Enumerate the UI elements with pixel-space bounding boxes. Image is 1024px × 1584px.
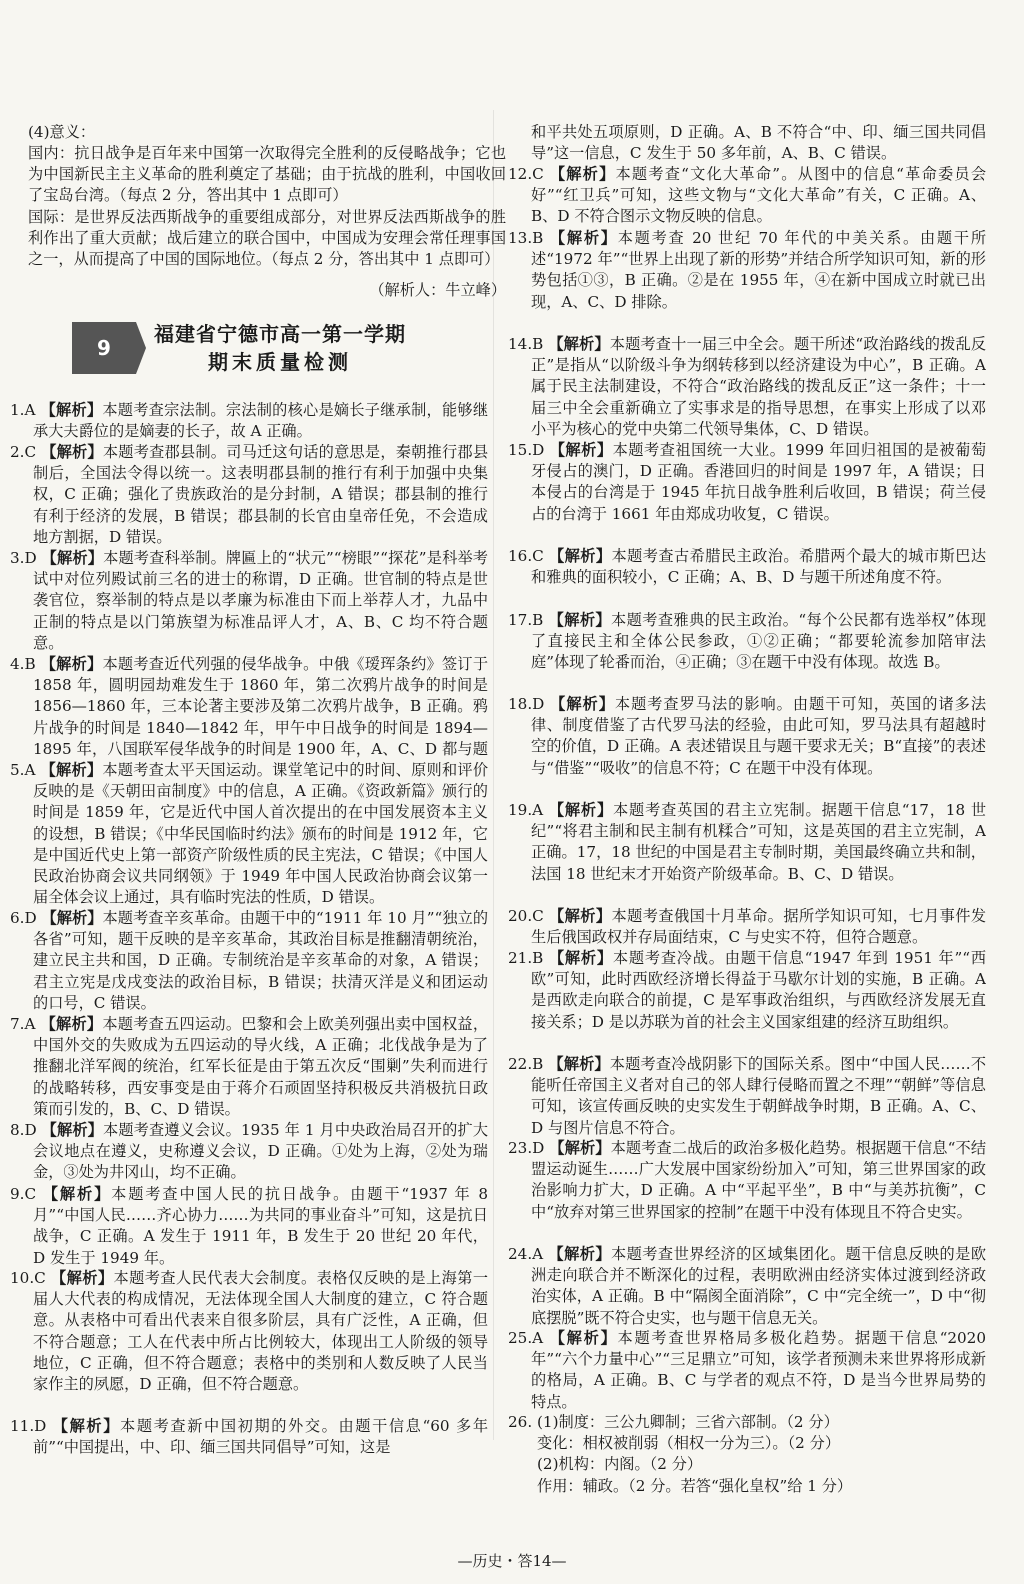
answer-text: 本题考查世界格局多极化趋势。据题干信息“2020 年”“六个力量中心”“三足鼎立”可知，该学者预测未来世界将形成新的格局，A 正确。B、C 与学者的观点不符，D 是当今世界局势的特点。 [531, 1329, 986, 1411]
answer-text: 本题考查辛亥革命。由题干中的“1911 年 10 月”“独立的各省”可知，题干反映的是辛亥革命，其政治目标是推翻清朝统治，建立民主共和国，D 正确。专制统治是辛亥革命的对象，A 错误；君主立宪是戊戌变法的政治目标，B 错误；扶清灭洋是义和团运动的口号，C 错误。 [33, 909, 488, 1012]
answer-text: 本题考查“文化大革命”。从图中的信息“革命委员会好”“红卫兵”可知，这些文物与“文化大革命”有关，C 正确。A、B、D 不符合图示文物反映的信息。 [531, 165, 986, 226]
column-divider [493, 110, 494, 1440]
answer-tag: 【解析】 [549, 547, 612, 565]
answer-text: 本题考查新中国初期的外交。由题干信息“60 多年前”“中国提出，中、印、缅三国共同倡导”可知，这是 [33, 1417, 488, 1457]
answer-tag: 【解析】 [41, 443, 103, 461]
answer-tag: 【解析】 [549, 1329, 618, 1347]
section-title-line2: 期末质量检测 [208, 350, 352, 374]
answer-number: 26. [508, 1413, 533, 1431]
q26-line-2: 变化：相权被削弱（相权一分为三）。（2 分） [537, 1434, 841, 1453]
answer-item-14 [508, 334, 986, 440]
answer-text: 本题考查冷战阴影下的国际关系。图中“中国人民……不能听任帝国主义者对自己的邻人肆行侵略而置之不理”“朝鲜”等信息可知，该宣传画反映的史实发生于朝鲜战争时期，B 正确。A、C、D 与图片信息不符合。 [531, 1055, 986, 1137]
answer-tag: 【解析】 [41, 549, 104, 567]
answer-text: 本题考查罗马法的影响。由题干可知，英国的诸多法律、制度借鉴了古代罗马法的经验，由此可知，罗马法具有超越时空的价值，D 正确。A 表述错误且与题干要求无关；B“直接”的表述与“借鉴”“吸收”的信息不符；C 在题干中没有体现。 [531, 695, 986, 777]
answer-tag: 【解析】 [41, 1121, 103, 1139]
answer-text: 本题考查世界经济的区域集团化。题干信息反映的是欧洲走向联合并不断深化的过程，表明欧洲由经济实体过渡到经济政治实体，A 正确。B 中“隔阂全面消除”，C 中“完全统一”，D 中“彻底摆脱”既不符合史实，也与题干信息无关。 [531, 1245, 986, 1327]
answer-tag: 【解析】 [40, 761, 103, 779]
answer-number: 17.B [508, 611, 544, 629]
answer-tag: 【解析】 [42, 1185, 112, 1203]
section-header [72, 322, 432, 374]
answer-number: 3.D [10, 549, 37, 567]
answer-item-2 [10, 442, 488, 548]
answer-tag: 【解析】 [40, 1015, 103, 1033]
answer-item-10 [10, 1268, 488, 1416]
answer-number: 16.C [508, 547, 544, 565]
answer-number: 4.B [10, 655, 36, 673]
answer-item-11-continuation: 和平共处五项原则，D 正确。A、B 不符合“中、印、缅三国共同倡导”这一信息，C 发生于 50 多年前，A、B、C 错误。 [531, 123, 986, 163]
answer-tag: 【解析】 [549, 441, 613, 459]
q26-line-1: (1)制度：三公九卿制；三省六部制。（2 分） [537, 1413, 839, 1431]
answer-text: 本题考查雅典的民主政治。“每个公民都有选举权”体现了直接民主和全体公民参政，①②正确；“都要轮流参加陪审法庭”体现了轮番而治，④正确；③在题干中没有体现。故选 B。 [531, 611, 986, 672]
section-number: 9 [97, 336, 111, 360]
answer-text: 本题考查 20 世纪 70 年代的中美关系。由题干所述“1972 年”“世界上出现了新的形势”并结合所学知识可知，新的形势包括①③，B 正确。②是在 1955 年，④在新中国成立时就已出现，A、C、D 排除。 [531, 229, 986, 311]
answer-text: 本题考查中国人民的抗日战争。由题干“1937 年 8 月”“中国人民……齐心协力……为共同的事业奋斗”可知，这是抗日战争，C 正确。A 发生于 1911 年，B 发生于 20 世纪 20 年代，D 发生于 1949 年。 [33, 1185, 488, 1267]
answer-tag: 【解析】 [548, 1055, 610, 1073]
answer-tag: 【解析】 [548, 335, 610, 353]
answer-text: 本题考查太平天国运动。课堂笔记中的时间、原则和评价反映的是《天朝田亩制度》中的信息，A 正确。《资政新篇》颁行的时间是 1859 年，它是近代中国人首次提出的在中国发展资本主义的设想，B 错误；《中华民国临时约法》颁布的时间是 1912 年，它是中国近代史上第一部资产阶级性质的民主宪法，C 错误；《中国人民政治协商会议共同纲领》于 1949 年中国人民政治协商会议第一届全体会议上通过，具有临时宪法的性质，D 错误。 [33, 761, 488, 907]
page-footer: —历史・答14— [457, 1552, 567, 1570]
answer-item-13 [508, 228, 986, 334]
answer-item-4 [10, 654, 488, 760]
answer-number: 9.C [10, 1185, 37, 1203]
answer-text: 本题考查近代列强的侵华战争。中俄《瑷珲条约》签订于 1858 年，圆明园劫难发生于 1860 年，第二次鸦片战争的时间是 1856—1860 年，三本论著主要涉及第二次鸦片战争，B 正确。鸦片战争的时间是 1840—1842 年，甲午中日战争的时间是 1894—1895 年，八国联军侵华战争的时间是 1900 年，A、C、D 都与题 [33, 655, 488, 758]
answer-item-12 [508, 164, 986, 228]
answer-text: 本题考查科举制。牌匾上的“状元”“榜眼”“探花”是科举考试中对位列殿试前三名的进士的称谓，D 正确。世官制的特点是世袭官位，察举制的特点是以孝廉为标准由下而上举荐人才，九品中正制的特点是以门第族望为标准品评人才，A、B、C 均不符合题意。 [33, 549, 488, 652]
answer-item-5 [10, 760, 488, 908]
answer-number: 5.A [10, 761, 36, 779]
answer-item-7 [10, 1014, 488, 1120]
q26-line-4: 作用：辅政。（2 分。若答“强化皇权”给 1 分） [537, 1476, 853, 1495]
answer-tag: 【解析】 [548, 1245, 611, 1263]
answer-number: 24.A [508, 1245, 544, 1263]
intro-international: 国际：是世界反法西斯战争的重要组成部分，对世界反法西斯战争的胜利作出了重大贡献；战后建立的联合国中，中国成为安理会常任理事国之一，从而提高了中国的国际地位。（每点 2 分，答出其中 1 点即可） [28, 208, 506, 269]
answer-tag: 【解析】 [548, 949, 613, 967]
answer-tag: 【解析】 [41, 909, 103, 927]
answer-text: 本题考查祖国统一大业。1999 年回归祖国的是被葡萄牙侵占的澳门，D 正确。香港回归的时间是 1997 年，A 错误；日本侵占的台湾是于 1945 年抗日战争胜利后收回，B 错误；荷兰侵占的台湾于 1661 年由郑成功收复，C 错误。 [531, 441, 986, 523]
intro-domestic: 国内：抗日战争是百年来中国第一次取得完全胜利的反侵略战争；它也为中国新民主主义革命的胜利奠定了基础；由于抗战的胜利，中国收回了宝岛台湾。（每点 2 分，答出其中 1 点即可） [28, 144, 506, 205]
section-titles [154, 321, 406, 375]
q26-line-3: (2)机构：内阁。（2 分） [537, 1455, 703, 1474]
answer-number: 7.A [10, 1015, 36, 1033]
answer-number: 11.D [10, 1417, 47, 1435]
answer-item-3 [10, 548, 488, 654]
answer-item-17 [508, 610, 986, 694]
analyst-credit: （解析人：牛立峰） [369, 281, 506, 299]
answer-item-25 [508, 1328, 986, 1412]
answer-number: 25.A [508, 1329, 544, 1347]
intro-heading: (4)意义： [28, 123, 96, 141]
answer-number: 8.D [10, 1121, 37, 1139]
answer-number: 12.C [508, 165, 544, 183]
section-number-badge [72, 322, 136, 374]
answer-text: 本题考查遵义会议。1935 年 1 月中央政治局召开的扩大会议地点在遵义，史称遵义会议，D 正确。①处为上海，②处为瑞金，③处为井冈山，均不正确。 [33, 1121, 488, 1182]
answer-item-19 [508, 800, 986, 906]
answer-number: 21.B [508, 949, 544, 967]
answer-tag: 【解析】 [549, 907, 612, 925]
answer-number: 22.B [508, 1055, 544, 1073]
answer-item-23 [508, 1138, 986, 1244]
answer-text: 本题考查冷战。由题干信息“1947 年到 1951 年”“西欧”可知，此时西欧经济增长得益于马歇尔计划的实施，B 正确。A 是西欧走向联合的前提，C 是军事政治组织，与西欧经济发展无直接关系；D 是以苏联为首的社会主义国家组建的经济互助组织。 [531, 949, 986, 1031]
answer-text: 本题考查十一届三中全会。题干所述“政治路线的拨乱反正”是指从“以阶级斗争为纲转移到以经济建设为中心”，B 正确。A 属于民主法制建设，不符合“政治路线的拨乱反正”这一条件；十一届三中全会重新确立了实事求是的指导思想，在事实上形成了以邓小平为核心的党中央第二代领导集体，C、D 错误。 [531, 335, 986, 438]
answer-item-8 [10, 1120, 488, 1184]
answer-item-6 [10, 908, 488, 1014]
answer-item-15 [508, 440, 986, 546]
answer-number: 2.C [10, 443, 37, 461]
answer-tag: 【解析】 [549, 165, 616, 183]
answer-tag: 【解析】 [52, 1417, 121, 1435]
answer-number: 6.D [10, 909, 37, 927]
answer-tag: 【解析】 [51, 1269, 114, 1287]
answer-tag: 【解析】 [550, 695, 615, 713]
answer-tag: 【解析】 [549, 1139, 611, 1157]
answer-item-9 [10, 1184, 488, 1268]
answer-number: 23.D [508, 1139, 545, 1157]
answer-item-24 [508, 1244, 986, 1328]
answer-tag: 【解析】 [549, 229, 618, 247]
answer-number: 15.D [508, 441, 545, 459]
answer-text: 本题考查二战后的政治多极化趋势。根据题干信息“不结盟运动诞生……广大发展中国家纷纷加入”可知，第三世界国家的政治影响力扩大，D 正确。A 中“平起平坐”，B 中“与美苏抗衡”，C 中“放弃对第三世界国家的控制”在题干中没有体现且不符合史实。 [531, 1139, 986, 1221]
answer-text: 本题考查五四运动。巴黎和会上欧美列强出卖中国权益，中国外交的失败成为五四运动的导火线，A 正确；北伐战争是为了推翻北洋军阀的统治，红军长征是由于第五次反“围剿”失利而进行的战略转移，西安事变是由于蒋介石顽固坚持积极反共消极抗日政策而引发的，B、C、D 错误。 [33, 1015, 488, 1118]
answer-text: 本题考查俄国十月革命。据所学知识可知，七月事件发生后俄国政权并存局面结束，C 与史实不符，但符合题意。 [531, 907, 986, 947]
answer-text: 本题考查古希腊民主政治。希腊两个最大的城市斯巴达和雅典的面积较小，C 正确；A、B、D 与题干所述角度不符。 [531, 547, 986, 587]
answer-number: 14.B [508, 335, 544, 353]
answer-item-16 [508, 546, 986, 610]
answer-number: 10.C [10, 1269, 46, 1287]
answer-text: 本题考查宗法制。宗法制的核心是嫡长子继承制，能够继承大夫爵位的是嫡妻的长子，故 A 正确。 [33, 401, 488, 441]
answer-text: 本题考查人民代表大会制度。表格仅反映的是上海第一届人大代表的构成情况，无法体现全国人大制度的建立，C 符合题意。从表格中可看出代表来自很多阶层，具有广泛性，A 正确，但不符合题意；工人在代表中所占比例较大，体现出工人阶级的领导地位，C 正确，但不符合题意；表格中的类别和人数反映了人民当家作主的夙愿，D 正确，但不符合题意。 [33, 1269, 488, 1394]
answer-item-20 [508, 906, 986, 948]
answer-tag: 【解析】 [40, 655, 103, 673]
answer-item-21 [508, 948, 986, 1054]
answer-tag: 【解析】 [548, 611, 612, 629]
answer-number: 1.A [10, 401, 36, 419]
answer-item-1 [10, 400, 488, 442]
answer-number: 20.C [508, 907, 544, 925]
answer-number: 13.B [508, 229, 544, 247]
answer-item-22 [508, 1054, 986, 1138]
answer-item-11 [10, 1416, 488, 1480]
answer-tag: 【解析】 [40, 401, 103, 419]
answer-text: 本题考查英国的君主立宪制。据题干信息“17，18 世纪”“将君主制和民主制有机糅合”可知，这是英国的君主立宪制，A 正确。17，18 世纪的中国是君主专制时期，美国最终确立共和制，法国 18 世纪末才开始资产阶级革命。B、C、D 错误。 [531, 801, 986, 883]
answer-number: 19.A [508, 801, 544, 819]
answer-tag: 【解析】 [548, 801, 613, 819]
answer-text: 本题考查郡县制。司马迁这句话的意思是，秦朝推行郡县制后，全国法令得以统一。这表明郡县制的推行有利于加强中央集权，C 正确；强化了贵族政治的是分封制，A 错误；郡县制的推行有利于经济的发展，B 错误；郡县制的长官由皇帝任免，不会造成地方割据，D 错误。 [33, 443, 488, 546]
answer-number: 18.D [508, 695, 545, 713]
section-title-line1: 福建省宁德市高一第一学期 [154, 322, 406, 346]
answer-item-18 [508, 694, 986, 800]
answer-item-26 [508, 1412, 986, 1497]
